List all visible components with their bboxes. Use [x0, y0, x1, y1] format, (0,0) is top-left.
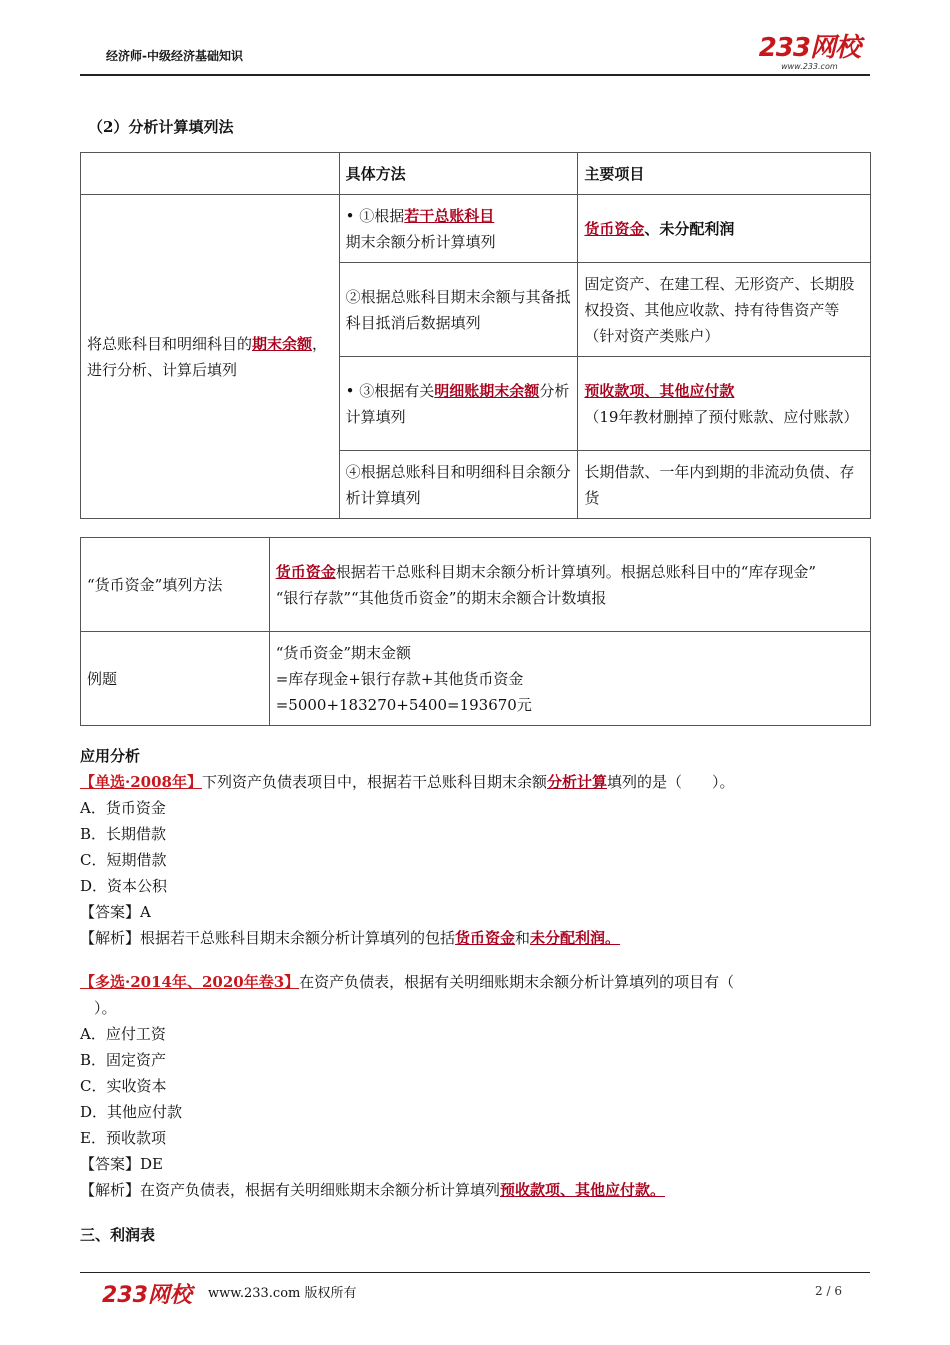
section-title: （2）分析计算填列法: [88, 118, 234, 136]
item-cell: 预收款项、其他应付款 （19年教材删掉了预付账款、应付账款）: [578, 357, 871, 451]
option: C．实收资本: [80, 1077, 167, 1095]
row-content: 货币资金根据若干总账科目期末余额分析计算填列。根据总账科目中的“库存现金” “银行存款”“其他货币资金”的期末余额合计数填报: [269, 538, 870, 632]
question-stem: 【多选·2014年、2020年卷3】在资产负债表，根据有关明细账期末余额分析计算填列的项目有（: [80, 973, 735, 991]
explanation: 【解析】在资产负债表，根据有关明细账期末余额分析计算填列预收款项、其他应付款。: [80, 1181, 666, 1199]
cash-fill-table: [80, 537, 871, 726]
footer-logo: 233网校: [102, 1283, 192, 1308]
method-cell: ④根据总账科目和明细科目余额分析计算填列: [339, 451, 578, 519]
footer-copyright: www.233.com 版权所有: [208, 1286, 357, 1301]
row-label: “货币资金”填列方法: [81, 538, 270, 632]
logo-url: www.233.com: [781, 62, 838, 71]
method-cell: • ①根据若干总账科目 期末余额分析计算填列: [339, 195, 578, 263]
summary-cell: 将总账科目和明细科目的期末余额，进行分析、计算后填列: [81, 195, 340, 519]
option: A．应付工资: [80, 1025, 166, 1043]
method-cell: • ③根据有关明细账期末余额分析计算填列: [339, 357, 578, 451]
header-divider: [80, 74, 870, 76]
question-2: [80, 969, 880, 1203]
next-section-title: 三、利润表: [80, 1226, 156, 1244]
page-header: [80, 30, 870, 78]
table-row: [81, 632, 871, 726]
table-header-row: [81, 153, 871, 195]
analysis-heading: 应用分析: [80, 747, 141, 765]
answer: 【答案】DE: [80, 1155, 163, 1173]
explanation: 【解析】根据若干总账科目期末余额分析计算填列的包括货币资金和未分配利润。: [80, 929, 621, 947]
analysis-section: [80, 743, 880, 951]
row-label: 例题: [81, 632, 270, 726]
item-cell: 货币资金、未分配利润: [578, 195, 871, 263]
option: E．预收款项: [80, 1129, 166, 1147]
question-stem: 【单选·2008年】下列资产负债表项目中，根据若干总账科目期末余额分析计算填列的是（ ）。: [80, 773, 735, 791]
option: D．其他应付款: [80, 1103, 183, 1121]
brand-logo: [759, 34, 860, 71]
header-title: 经济师-中级经济基础知识: [106, 49, 243, 63]
page-number: 2 / 6: [815, 1284, 842, 1298]
option: A．货币资金: [80, 799, 166, 817]
method-cell: ②根据总账科目期末余额与其备抵科目抵消后数据填列: [339, 263, 578, 357]
question-stem-cont: ）。: [94, 999, 117, 1017]
logo-text: 233网校: [758, 33, 860, 63]
table-row: [81, 195, 871, 263]
item-cell: 固定资产、在建工程、无形资产、长期股权投资、其他应收款、持有待售资产等（针对资产类账户）: [578, 263, 871, 357]
item-cell: 长期借款、一年内到期的非流动负债、存货: [578, 451, 871, 519]
footer-divider: [80, 1272, 870, 1273]
page-footer: [80, 1270, 870, 1310]
option: B．固定资产: [80, 1051, 167, 1069]
answer: 【答案】A: [80, 903, 151, 921]
header-cell-items: 主要项目: [578, 153, 871, 195]
highlight-text: 期末余额: [252, 334, 313, 353]
method-table: [80, 152, 871, 519]
option: B．长期借款: [80, 825, 167, 843]
header-cell-empty: [81, 153, 340, 195]
header-cell-method: 具体方法: [339, 153, 578, 195]
row-content: “货币资金”期末金额 =库存现金+银行存款+其他货币资金 =5000+183270+5400=193670元: [269, 632, 870, 726]
option: C．短期借款: [80, 851, 167, 869]
table-row: [81, 538, 871, 632]
option: D．资本公积: [80, 877, 168, 895]
